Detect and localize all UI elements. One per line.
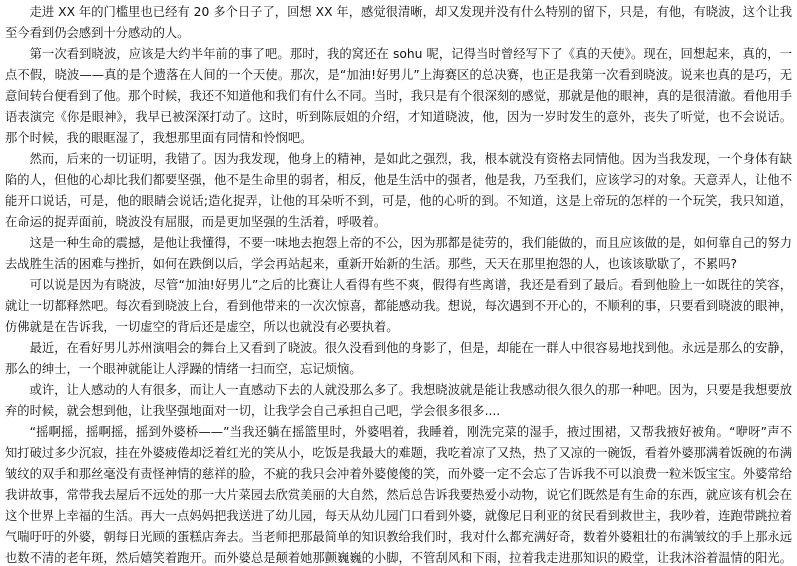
paragraph-2: 第一次看到晓波，应该是大约半年前的事了吧。那时，我的窝还在 sohu 呢，记得当时曾经写下了《真的天使》。现在，回想起来，真的，一点不假，晓波——真的是个遗落在人间的一个天使。那次，是“加油!好男儿”上海赛区的总决赛，也正是我第一次看到晓波。说来也真的是巧，无意间转台便看到了他。那个时候，我还不知道他和我们有什么不同。当时，我只是有个很深刻的感觉，那就是他的眼神，真的是很清澈。看他用手语表演完《你是眼神》，我早已被深深打动了。这时，听到陈辰姐的介绍，才知道晓波，他，因为一岁时发生的意外，丧失了听觉，也不会说话。那个时候，我的眼眶湿了，我想那里面有同情和怜悯吧。 [5,47,793,145]
paragraph-4: 这是一种生命的震撼，是他让我懂得，不要一味地去抱怨上帝的不公，因为那都是徒劳的，我们能做的，而且应该做的是，如何靠自己的努力去战胜生活的困难与挫折，如何在跌倒以后，学会再站起来，重新开始新的生活。那些，天天在那里抱怨的人，也该该歇歇了，不累吗? [5,236,793,271]
paragraph-3: 然而，后来的一切证明，我错了。因为我发现，他身上的精神，是如此之强烈，我，根本就没有资格去同情他。因为当我发现，一个身体有缺陷的人，但他的心却比我们都要坚强，他不是生命里的弱者，相反，他是生活中的强者，他是我，乃至我们，应该学习的对象。天意弄人，让他不能开口说话，可是，他的眼睛会说话;造化捉弄，让他的耳朵听不到，可是，他的心听的到。不知道，这是上帝玩的怎样的一个玩笑，我只知道，在命运的捉弄面前，晓波没有屈服，而是更加坚强的生活着，呼吸着。 [5,152,793,229]
paragraph-7: 或许，让人感动的人有很多，而让人一直感动下去的人就没那么多了。我想晓波就是能让我感动很久很久的那一种吧。因为，只要是我想要放弃的时候，就会想到他，让我坚强地面对一切，让我学会自己承担自己吧，学会很多很多.... [5,383,793,418]
paragraph-6: 最近，在看好男儿苏州演唱会的舞台上又看到了晓波。很久没看到他的身影了，但是，却能在一群人中很容易地找到他。永远是那么的安静，那么的绅士，一个眼神就能让人浮躁的情绪一扫而空，忘记烦恼。 [5,341,793,376]
paragraph-1: 走进 XX 年的门槛里也已经有 20 多个日子了，回想 XX 年，感觉很清晰，却又发现并没有什么特别的留下，只是，有他，有晓波，这个让我至今看到仍会感到十分感动的人。 [5,5,792,40]
paragraph-8: “摇啊摇，摇啊摇，摇到外婆桥——”当我还躺在摇篮里时，外婆唱着，我睡着，刚洗完菜的湿手，掖过围裙，又帮我掖好被角。“咿呀”声不知打破过多少沉寂，挂在外婆疲倦却泛着红光的笑从小，吃饭是我最大的难题，我吃着凉了又热，热了又凉的一碗饭，看着外婆那满着饭碗的布满皱纹的双手和那丝毫没有责怪神情的慈祥的脸，不疵的我只会冲着外婆傻傻的笑，而外婆一定不会忘了告诉我不可以浪费一粒米饭宝宝。外婆常给我讲故事，常带我去屋后不远处的那一大片菜园去欣赏美丽的大自然，然后总告诉我要热爱小动物，说它们既然是有生命的东西，就应该有机会在这个世界上幸福的生活。再大一点妈妈把我送进了幼儿园，每天从幼儿园门口看到外婆，就像尼日利亚的贫民看到救世主，我吵着，连跑带跳拉着气喘吁吁的外婆，朝每日光顾的蛋糕店奔去。当老师把那最简单的知识教给我们时，我对什么都充满好奇，数着外婆粗壮的布满皱纹的手上那永远也数不清的老年斑，然后嬉笑着跑开。而外婆总是颠着她那颤巍巍的小脚，不管刮风和下雨，拉着我走进那知识的殿堂，让我沐浴着温情的阳光。 [5,425,793,565]
paragraph-5: 可以说是因为有晓波，尽管“加油!好男儿”之后的比赛让人看得有些不爽，假得有些离谱，我还是看到了最后。看到他脸上一如既往的笑容，就让一切都释然吧。每次看到晓波上台，看到他带来的一次次惊喜，都能感动我。想说，每次遇到不开心的，不顺利的事，只要看到晓波的眼神，仿佛就是在告诉我，一切虚空的背后还是虚空，所以也就没有必要执着。 [5,278,793,334]
